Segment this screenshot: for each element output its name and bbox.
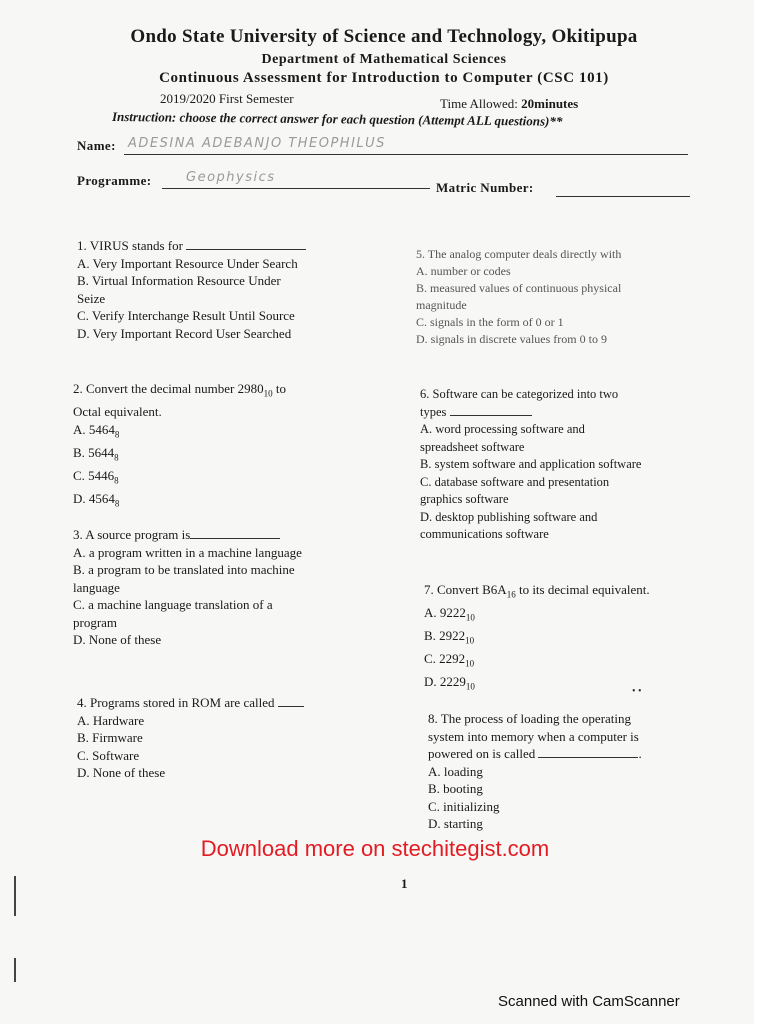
option-b-cont: language	[73, 579, 120, 595]
department-title: Department of Mathematical Sciences	[261, 52, 507, 67]
question-stem-cont: system into memory when a computer is	[428, 728, 639, 744]
option-a: A. number or codes	[416, 264, 511, 278]
question-stem-cont: to its decimal equivalent.	[515, 582, 650, 597]
question-4	[77, 694, 304, 782]
question-stem: 6. Software can be categorized into two	[420, 387, 619, 401]
option-b: B. Firmware	[77, 730, 143, 745]
question-stem: 2. Convert the decimal number 2980	[73, 381, 264, 396]
option-d: D. 2229	[424, 674, 466, 690]
answer-blank	[190, 527, 280, 539]
option-a-cont: spreadsheet software	[420, 439, 525, 454]
option-a: A. word processing software and	[420, 422, 585, 436]
question-stem-to: to	[272, 381, 286, 396]
question-6	[420, 386, 641, 544]
time-allowed	[440, 96, 578, 112]
option-b: B. booting	[428, 781, 483, 796]
question-1	[77, 237, 306, 342]
question-8: 8. The process of loading the operating system into memory when a computer is powered on is called . A. loading B. booting C. initializing D. starting	[428, 711, 642, 831]
option-b: B. system software and application software	[420, 457, 642, 471]
option-c: C. Verify Interchange Result Until Source	[77, 308, 295, 323]
base-subscript: 8	[114, 498, 120, 509]
programme-line	[162, 188, 430, 189]
question-stem-cont: powered on is called	[428, 746, 536, 761]
option-a: A. a program written in a machine language	[73, 544, 302, 560]
option-d: D. desktop publishing software and	[420, 509, 598, 524]
question-stem: 1. VIRUS stands for	[77, 238, 183, 253]
option-d: D. signals in discrete values from 0 to 9	[416, 332, 607, 346]
time-label: Time Allowed:	[440, 96, 518, 111]
option-b: B. 2922	[424, 628, 466, 644]
semester-label: 2019/2020 First Semester	[160, 91, 294, 106]
option-c: C. database software and presentation	[420, 474, 610, 489]
question-stem: 4. Programs stored in ROM are called	[77, 695, 275, 710]
option-c: C. a machine language translation of a	[73, 597, 273, 612]
answer-blank	[186, 238, 306, 250]
base-subscript: 10	[465, 635, 475, 646]
option-c: C. Software	[77, 747, 140, 763]
question-2	[73, 380, 286, 513]
option-b: B. 5644	[73, 444, 115, 460]
option-b: B. a program to be translated into machine	[73, 562, 295, 577]
course-title: Continuous Assessment for Introduction to Computer (CSC 101)	[159, 70, 609, 86]
option-b: B. measured values of continuous physical	[416, 281, 622, 295]
option-d: D. starting	[428, 816, 483, 831]
question-stem: 5. The analog computer deals directly with	[416, 247, 622, 261]
option-a: A. 9222	[424, 605, 466, 621]
option-c: C. signals in the form of 0 or 1	[416, 315, 564, 329]
question-stem-cont: Octal equivalent.	[73, 404, 162, 420]
option-c-cont: graphics software	[420, 492, 509, 506]
option-d: D. None of these	[73, 632, 162, 647]
university-title: Ondo State University of Science and Technology, Okitipupa	[130, 26, 638, 47]
base-subscript: 10	[465, 658, 475, 669]
answer-blank	[538, 746, 638, 758]
option-b: B. Virtual Information Resource Under	[77, 273, 281, 288]
camscanner-watermark: Scanned with CamScanner	[498, 993, 680, 1010]
page-number: 1	[401, 876, 408, 891]
download-watermark: Download more on stechitegist.com	[200, 836, 550, 861]
option-d: D. Very Important Record User Searched	[77, 325, 292, 341]
option-b-cont: Seize	[77, 290, 106, 306]
option-d-cont: communications software	[420, 527, 549, 541]
base-subscript: 8	[114, 452, 119, 463]
base-subscript: 10	[465, 681, 475, 692]
scan-speck: • •	[632, 686, 642, 697]
option-a: A. 5464	[73, 421, 115, 437]
option-c: C. 5446	[73, 467, 115, 483]
answer-blank	[278, 695, 304, 707]
question-stem-cont: types	[420, 404, 447, 419]
option-a: A. Hardware	[77, 712, 145, 728]
question-stem: 3. A source program is	[73, 527, 191, 542]
option-d: D. 4564	[73, 490, 115, 506]
name-line	[124, 154, 688, 155]
scan-margin-mark	[14, 958, 16, 982]
base-subscript: 10	[263, 388, 273, 399]
base-subscript: 8	[114, 475, 119, 486]
base-subscript: 16	[506, 589, 516, 600]
time-value: 20minutes	[521, 96, 579, 111]
option-c-cont: program	[73, 614, 118, 630]
option-b-cont: magnitude	[416, 298, 467, 312]
option-d: D. None of these	[77, 765, 166, 780]
answer-blank	[450, 404, 532, 416]
matric-line	[556, 196, 690, 197]
name-handwriting: ADESINA ADEBANJO THEOPHILUS	[128, 136, 386, 151]
instruction-text: Instruction: choose the correct answer for each question (Attempt ALL questions)**	[111, 109, 563, 129]
programme-label: Programme:	[77, 173, 152, 188]
question-stem: 7. Convert B6A	[424, 582, 507, 597]
option-a: A. Very Important Resource Under Search	[77, 255, 298, 271]
base-subscript: 10	[465, 612, 475, 623]
scan-margin-mark	[14, 876, 16, 916]
question-7	[424, 581, 650, 696]
option-a: A. loading	[428, 763, 483, 779]
base-subscript: 8	[114, 429, 120, 440]
matric-label: Matric Number:	[436, 180, 534, 195]
name-label: Name:	[77, 138, 116, 153]
question-5	[416, 246, 621, 348]
page-edge	[754, 0, 768, 1024]
programme-handwriting: Geophysics	[186, 170, 276, 185]
option-c: C. 2292	[424, 651, 466, 667]
question-stem: 8. The process of loading the operating	[428, 711, 632, 726]
question-3	[73, 526, 302, 649]
option-c: C. initializing	[428, 798, 500, 814]
